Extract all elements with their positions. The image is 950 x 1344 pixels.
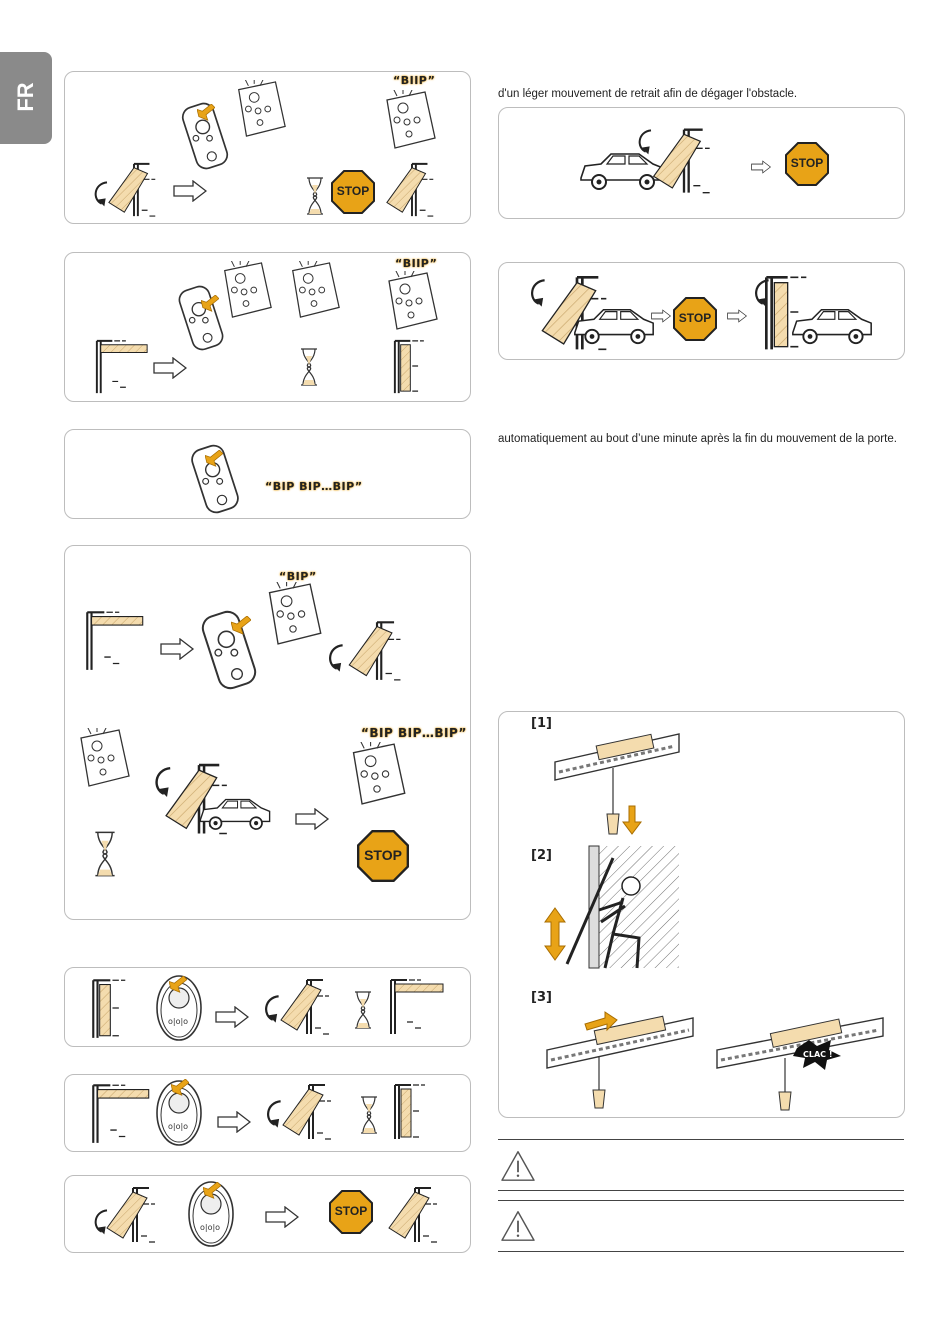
arrow-right-icon: [265, 1206, 299, 1228]
panel-keyfob-close: [64, 1074, 471, 1152]
panel-keyfob-open: [64, 967, 471, 1047]
biip-label: “BIIP”: [395, 257, 438, 270]
finger-press-icon: [169, 976, 187, 994]
rail-trolley-push-icon: [547, 1000, 697, 1112]
arrow-right-icon: [727, 309, 747, 323]
step-number-1: [1]: [531, 716, 552, 731]
hourglass-icon: [353, 990, 373, 1030]
biip-label: “BIIP”: [393, 74, 436, 87]
stop-sign: [357, 830, 409, 882]
arrow-right-icon: [159, 638, 195, 660]
car-icon: [197, 792, 273, 834]
arrow-right-icon: [217, 1111, 251, 1133]
divider: [498, 1251, 904, 1252]
door-closed-icon: [89, 976, 153, 1040]
stop-label: STOP: [336, 184, 370, 198]
door-open-icon: [93, 337, 151, 395]
rail-trolley-icon: [555, 722, 685, 842]
door-mid-icon: [105, 160, 163, 218]
hourglass-icon: [299, 347, 319, 387]
panel-program-open: [64, 71, 471, 224]
door-closed-icon: [391, 1081, 451, 1141]
manual-icon: [285, 261, 343, 319]
manual-icon: [261, 582, 325, 646]
warning-icon: [500, 1210, 536, 1242]
bip-label: “BIP”: [279, 570, 317, 583]
panel-program-close: [64, 252, 471, 402]
manual-icon: [381, 271, 441, 331]
language-tab: [0, 52, 52, 144]
door-mid-icon: [277, 976, 337, 1036]
panel-keyfob-stop: [64, 1175, 471, 1253]
arrow-right-icon: [293, 808, 331, 830]
step-number-2: [2]: [531, 848, 552, 863]
clac-label: CLAC !: [803, 1050, 833, 1059]
arrow-right-icon: [751, 160, 771, 174]
bip-bip-bip-label: “BIP BIP…BIP”: [265, 480, 363, 493]
panel-obstacle-sequence: [64, 545, 471, 920]
arrow-right-icon: [173, 180, 207, 202]
hourglass-icon: [93, 830, 117, 878]
stop-label: STOP: [364, 847, 402, 863]
finger-press-icon: [231, 616, 251, 636]
door-mid-icon: [649, 118, 719, 202]
arrow-right-icon: [651, 309, 671, 323]
obstacle-text: d'un léger mouvement de retrait afin de dégager l'obstacle.: [498, 88, 798, 100]
car-icon: [789, 303, 875, 347]
door-mid-icon: [383, 160, 441, 218]
arrow-right-icon: [215, 1006, 249, 1028]
door-open-icon: [83, 608, 147, 672]
stop-sign: [785, 142, 829, 186]
panel-obstacle-retract: [498, 107, 905, 219]
language-tab-label: FR: [13, 82, 38, 112]
hourglass-icon: [305, 176, 325, 216]
curl-arrow-icon: [325, 640, 347, 674]
finger-press-icon: [205, 450, 223, 468]
door-open-icon: [89, 1081, 153, 1145]
bip-bip-bip-label: “BIP BIP…BIP”: [361, 726, 467, 740]
panel-bip-signal: [64, 429, 471, 519]
door-mid-icon: [385, 1184, 445, 1244]
manual-icon: [231, 80, 289, 138]
door-open-icon: [387, 976, 447, 1036]
step-number-3: [3]: [531, 990, 552, 1005]
finger-press-icon: [171, 1079, 189, 1097]
finger-press-icon: [203, 1182, 221, 1200]
manual-icon: [379, 90, 439, 150]
stop-sign: [329, 1190, 373, 1234]
manual-icon: [217, 261, 275, 319]
divider: [498, 1139, 904, 1140]
manual-icon: [345, 742, 409, 806]
divider: [498, 1190, 904, 1191]
door-closed-icon: [391, 337, 449, 395]
warning-icon: [500, 1150, 536, 1182]
stop-sign: [673, 297, 717, 341]
rail-trolley-locked-icon: [717, 1000, 887, 1112]
finger-press-icon: [197, 104, 215, 122]
door-mid-icon: [103, 1184, 163, 1244]
panel-manual-release: [498, 711, 905, 1118]
hourglass-icon: [359, 1095, 379, 1135]
stop-label: STOP: [790, 156, 824, 170]
person-pushing-icon: [539, 846, 679, 970]
panel-obstacle-closing: [498, 262, 905, 360]
stop-label: STOP: [678, 311, 712, 325]
door-mid-icon: [345, 618, 409, 682]
arrow-right-icon: [153, 357, 187, 379]
divider: [498, 1200, 904, 1201]
manual-icon: [73, 728, 133, 788]
stop-sign: [331, 170, 375, 214]
car-icon: [571, 303, 657, 347]
stop-label: STOP: [334, 1204, 368, 1218]
door-mid-icon: [279, 1081, 339, 1141]
auto-close-text: automatiquement au bout d’une minute après la fin du mouvement de la porte.: [498, 433, 897, 445]
